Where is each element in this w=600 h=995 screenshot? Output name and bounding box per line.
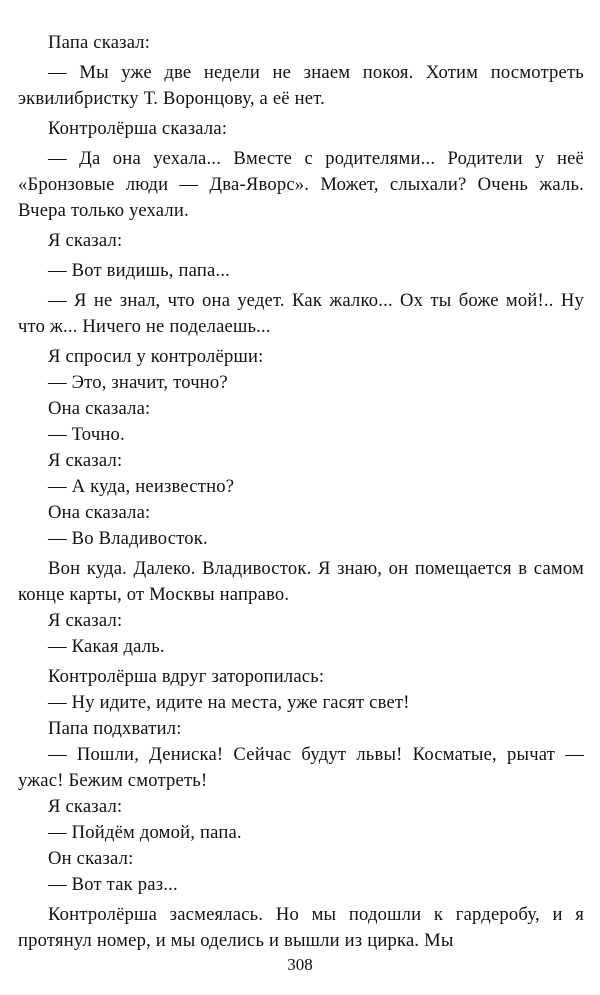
paragraph-13: — А куда, неизвестно? (48, 476, 235, 497)
paragraph-16: Вон куда. Далеко. Владивосток. Я знаю, он помещается в самом конце карты, от Москвы направо. (18, 558, 584, 605)
page-text (18, 30, 584, 954)
paragraph-19: Контролёрша вдруг заторопилась: (48, 666, 325, 687)
paragraph-22: — Пошли, Дениска! Сейчас будут львы! Косматые, рычат — ужас! Бежим смотреть! (18, 744, 584, 791)
paragraph-8: Я спросил у контролёрши: (48, 346, 264, 367)
paragraph-4: — Да она уехала... Вместе с родителями... Родители у неё «Бронзовые люди — Два-Яворс». Может, слыхали? Очень жаль. Вчера только уехали. (18, 148, 584, 221)
paragraph-24: — Пойдём домой, папа. (48, 822, 242, 843)
page-number: 308 (287, 955, 313, 974)
paragraph-17: Я сказал: (48, 610, 123, 631)
paragraph-15: — Во Владивосток. (48, 528, 208, 549)
paragraph-27: Контролёрша засмеялась. Но мы подошли к гардеробу, и я протянул номер, и мы оделись и вышли из цирка. Мы (18, 904, 584, 951)
paragraph-18: — Какая даль. (48, 636, 165, 657)
paragraph-23: Я сказал: (48, 796, 123, 817)
paragraph-7: — Я не знал, что она уедет. Как жалко... Ох ты боже мой!.. Ну что ж... Ничего не поделаешь... (18, 290, 584, 337)
paragraph-3: Контролёрша сказала: (48, 118, 228, 139)
paragraph-14: Она сказала: (48, 502, 151, 523)
paragraph-5: Я сказал: (48, 230, 123, 251)
paragraph-25: Он сказал: (48, 848, 134, 869)
paragraph-9: — Это, значит, точно? (48, 372, 228, 393)
paragraph-1: Папа сказал: (48, 32, 151, 53)
paragraph-2: — Мы уже две недели не знаем покоя. Хотим посмотреть эквилибристку Т. Воронцову, а её нет. (18, 62, 584, 109)
paragraph-20: — Ну идите, идите на места, уже гасят свет! (48, 692, 410, 713)
paragraph-12: Я сказал: (48, 450, 123, 471)
paragraph-10: Она сказала: (48, 398, 151, 419)
paragraph-26: — Вот так раз... (48, 874, 178, 895)
paragraph-11: — Точно. (48, 424, 125, 445)
paragraph-21: Папа подхватил: (48, 718, 182, 739)
paragraph-6: — Вот видишь, папа... (48, 260, 231, 281)
